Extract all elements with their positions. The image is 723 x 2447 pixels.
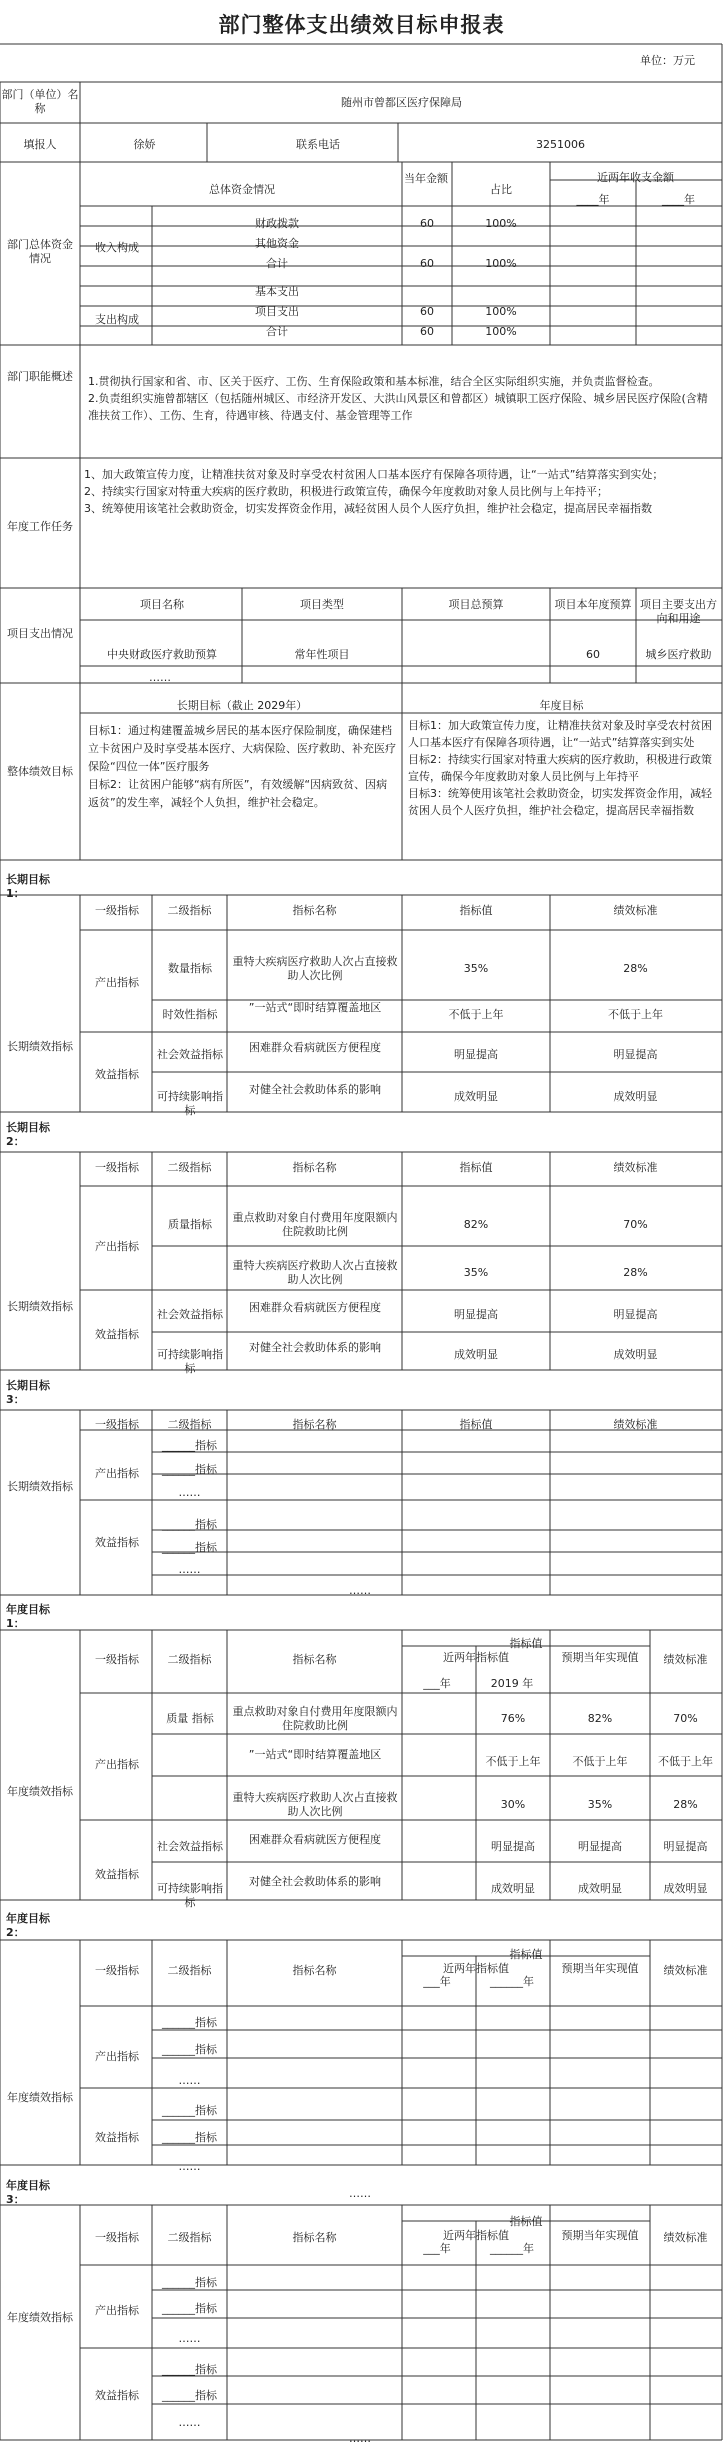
lv1-effect: 效益指标: [95, 1068, 139, 1081]
indicator-name: 困难群众看病就医方便程度: [249, 1833, 381, 1846]
annual-tasks-text: 1、加大政策宣传力度，让精准扶贫对象及时享受农村贫困人口基本医疗有保障各项待遇，让“一站式”结算落实到实处； 2、持续实行国家对特重大疾病的医疗救助，积极进行政策宣传，确保今年度救助对象人员比例与上年持平； 3、统筹使用该笔社会救助资金，切实发挥资金作用，减轻贫困人员个人医疗负担，维护社会稳定，提高居民幸福指数: [84, 468, 664, 515]
lv1-output: 产出指标: [95, 1467, 139, 1480]
indicator-standard: 明显提高: [663, 1840, 708, 1853]
col-header-lv1: 一级指标: [95, 1161, 139, 1174]
col-header-lv1: 一级指标: [95, 2231, 139, 2244]
col-header-lv2: 二级指标: [167, 904, 212, 917]
indicator-expected: 不低于上年: [572, 1755, 628, 1768]
project-label: 项目支出情况: [7, 627, 73, 640]
blank-indicator: ______指标: [162, 2104, 217, 2117]
overview-row-ratio: 100%: [485, 305, 517, 318]
blank-indicator: ______指标: [162, 1439, 217, 1452]
col-header-name: 指标名称: [292, 904, 337, 917]
project-col-header: 项目本年度预算: [554, 598, 632, 611]
indicator-name: 重点救助对象自付费用年度限额内住院救助比例: [232, 1211, 398, 1238]
filler-label: 填报人: [23, 138, 57, 151]
blank-ellipsis: ……: [178, 2332, 201, 2345]
blank-ellipsis: ……: [178, 1486, 201, 1499]
indicator-name: ”一站式“即时结算覆盖地区: [248, 1001, 382, 1014]
project-cell: 常年性项目: [294, 648, 350, 661]
overview-year-blank-2: ____年: [662, 193, 695, 206]
section-heading: 年度目标2：: [6, 1912, 50, 1939]
section-ellipsis: ……: [349, 1584, 371, 1597]
lv1-output: 产出指标: [95, 2050, 139, 2063]
lv2-cell: 时效性指标: [162, 1008, 218, 1021]
year-goal-text: 目标1：加大政策宣传力度，让精准扶贫对象及时享受农村贫困人口基本医疗有保障各项待遇，让“一站式”结算落实到实处 目标2：持续实行国家对特重大疾病的医疗救助，积极进行政策宣传，确保今年度救助对象人员比例与上年持平 目标3：统筹使用该笔社会救助资金，切实发挥资金作用，减轻贫困人员个人医疗负担，维护社会稳定，提高居民幸福指数: [408, 719, 712, 817]
dept-label: 部门（单位）名称: [1, 88, 79, 115]
indicator-year2: 成效明显: [491, 1882, 535, 1895]
phone-value: 3251006: [536, 138, 585, 151]
income-label: 收入构成: [95, 241, 139, 254]
overview-row-name: 财政拨款: [255, 217, 299, 230]
overview-row-amount: 60: [420, 325, 434, 338]
col-header-standard: 绩效标准: [663, 1653, 708, 1666]
project-col-header: 项目类型: [300, 598, 344, 611]
lv2-cell: 可持续影响指标: [157, 1348, 223, 1375]
overview-row-name: 合计: [266, 325, 288, 338]
section-ellipsis: ……: [349, 2432, 371, 2445]
blank-ellipsis: ……: [178, 2160, 201, 2173]
indicator-standard: 28%: [623, 1266, 648, 1279]
project-cell: 城乡医疗救助: [645, 648, 712, 661]
col-header-name: 指标名称: [292, 1161, 337, 1174]
col-header-value: 指标值: [509, 1948, 543, 1961]
indicator-expected: 成效明显: [578, 1882, 622, 1895]
long-perf-label: 长期绩效指标: [7, 1480, 73, 1493]
blank-indicator: ______指标: [162, 1541, 217, 1554]
blank-indicator: ______指标: [162, 2131, 217, 2144]
indicator-name: 困难群众看病就医方便程度: [249, 1301, 381, 1314]
dept-value: 随州市曾都区医疗保障局: [341, 96, 462, 109]
indicator-value: 35%: [463, 1266, 489, 1279]
lv2-cell: 数量指标: [168, 962, 212, 975]
long-perf-label: 长期绩效指标: [7, 1300, 73, 1313]
blank-indicator: ______指标: [162, 2016, 217, 2029]
lv1-effect: 效益指标: [95, 1328, 139, 1341]
overview-row-name: 项目支出: [255, 305, 299, 318]
col-header-name: 指标名称: [292, 1653, 337, 1666]
overview-row-amount: 60: [420, 217, 434, 230]
col-header-recent: 近两年指标值: [443, 1651, 509, 1664]
lv1-output: 产出指标: [95, 976, 139, 989]
indicator-year2: 30%: [500, 1798, 526, 1811]
col-header-expected: 预期当年实现值: [561, 1962, 639, 1975]
blank-ellipsis: ……: [178, 2074, 201, 2087]
overview-row-name: 基本支出: [255, 285, 299, 298]
indicator-name: 困难群众看病就医方便程度: [249, 1041, 381, 1054]
indicator-name: 重特大疾病医疗救助人次占直接救助人次比例: [232, 955, 398, 982]
indicator-year2: 明显提高: [491, 1840, 535, 1853]
col-header-value: 指标值: [459, 1161, 493, 1174]
lv1-output: 产出指标: [95, 2304, 139, 2317]
col-header-name: 指标名称: [292, 1418, 337, 1431]
indicator-value: 明显提高: [454, 1308, 498, 1321]
project-col-header: 项目名称: [140, 598, 184, 611]
indicator-name: 重点救助对象自付费用年度限额内住院救助比例: [232, 1705, 398, 1732]
overview-col-ratio: 占比: [490, 183, 512, 196]
col-header-lv2: 二级指标: [167, 2231, 212, 2244]
col-header-standard: 绩效标准: [663, 2231, 708, 2244]
col-header-value: 指标值: [459, 904, 493, 917]
indicator-standard: 不低于上年: [658, 1755, 713, 1768]
lv1-effect: 效益指标: [95, 2389, 139, 2402]
blank-indicator: ______指标: [162, 1518, 217, 1531]
indicator-standard: 成效明显: [663, 1882, 708, 1895]
year-2019: 2019 年: [490, 1677, 534, 1690]
year-blank: ______年: [490, 2242, 534, 2255]
goals-label: 整体绩效目标: [7, 765, 73, 778]
blank-indicator: ______指标: [162, 2363, 217, 2376]
year-blank: ______年: [490, 1975, 534, 1988]
col-header-standard: 绩效标准: [613, 1418, 658, 1431]
blank-ellipsis: ……: [178, 1563, 201, 1576]
project-col-header: 项目主要支出方向和用途: [640, 598, 717, 625]
lv1-output: 产出指标: [95, 1240, 139, 1253]
project-col-header: 项目总预算: [448, 598, 504, 611]
phone-label: 联系电话: [296, 138, 340, 151]
duties-text: 1.贯彻执行国家和省、市、区关于医疗、工伤、生育保险政策和基本标准，结合全区实际组织实施，并负责监督检查。 2.负责组织实施曾都辖区（包括随州城区、市经济开发区、大洪山风景区和曾都区）城镇职工医疗保险、城乡居民医疗保险(含精准扶贫工作）、工伤、生育，待遇审核、待遇支付、基金管理等工作: [88, 375, 708, 422]
indicator-value: 明显提高: [454, 1048, 498, 1061]
overview-col-item: 总体资金情况: [209, 183, 275, 196]
lv1-effect: 效益指标: [95, 2131, 139, 2144]
indicator-expected: 82%: [587, 1712, 613, 1725]
indicator-standard: 成效明显: [613, 1090, 658, 1103]
indicator-value: 82%: [463, 1218, 489, 1231]
col-header-standard: 绩效标准: [613, 1161, 658, 1174]
filler-value: 徐娇: [133, 138, 156, 151]
long-goal-text: 目标1：通过构建覆盖城乡居民的基本医疗保险制度，确保建档立卡贫困户及时享受基本医疗、大病保险、医疗救助、补充医疗保险“四位一体”医疗服务 目标2：让贫困户能够“病有所医”，有效缓解“因病致贫、因病返贫”的发生率，减轻个人负担，维护社会稳定。: [88, 724, 396, 809]
indicator-standard: 不低于上年: [608, 1008, 663, 1021]
blank-indicator: ______指标: [162, 1463, 217, 1476]
lv2-cell: 质量指标: [168, 1218, 212, 1231]
annual-tasks-label: 年度工作任务: [7, 520, 73, 533]
col-header-lv1: 一级指标: [95, 1964, 139, 1977]
year-perf-label: 年度绩效指标: [7, 2091, 73, 2104]
page-title: 部门整体支出绩效目标申报表: [218, 13, 505, 37]
overview-row-name: 合计: [266, 257, 288, 270]
indicator-year2: 76%: [500, 1712, 526, 1725]
year-blank: ___年: [423, 1975, 451, 1988]
blank-indicator: ______指标: [162, 2389, 217, 2402]
col-header-lv1: 一级指标: [95, 1418, 139, 1431]
lv1-output: 产出指标: [95, 1758, 139, 1771]
long-perf-label: 长期绩效指标: [7, 1040, 73, 1053]
overview-row-amount: 60: [420, 257, 434, 270]
project-more-ellipsis: ……: [149, 671, 171, 684]
overview-row-ratio: 100%: [485, 257, 517, 270]
col-header-recent: 近两年指标值: [443, 1962, 509, 1975]
duties-label: 部门职能概述: [7, 370, 73, 383]
blank-ellipsis: ……: [178, 2416, 201, 2429]
indicator-name: 对健全社会救助体系的影响: [249, 1875, 381, 1888]
lv2-cell: 社会效益指标: [157, 1308, 223, 1321]
lv2-cell: 社会效益指标: [157, 1048, 223, 1061]
project-cell: 60: [586, 648, 600, 661]
indicator-standard: 70%: [673, 1712, 698, 1725]
blank-indicator: ______指标: [162, 2043, 217, 2056]
blank-indicator: ______指标: [162, 2276, 217, 2289]
indicator-standard: 28%: [623, 962, 648, 975]
overview-label: 部门总体资金情况: [7, 238, 73, 265]
section-heading: 年度目标3：: [6, 2179, 50, 2206]
col-header-expected: 预期当年实现值: [561, 2229, 639, 2242]
col-header-value: 指标值: [459, 1418, 493, 1431]
indicator-expected: 明显提高: [578, 1840, 622, 1853]
col-header-lv1: 一级指标: [95, 904, 139, 917]
year-perf-label: 年度绩效指标: [7, 2311, 73, 2324]
overview-row-ratio: 100%: [485, 325, 517, 338]
lv2-cell: 质量 指标: [166, 1712, 214, 1725]
lv2-cell: 可持续影响指标: [157, 1090, 223, 1117]
year-blank: ___年: [423, 2242, 451, 2255]
overview-year-blank-1: ____年: [576, 193, 610, 206]
col-header-expected: 预期当年实现值: [561, 1651, 639, 1664]
indicator-name: 对健全社会救助体系的影响: [249, 1083, 381, 1096]
indicator-standard: 70%: [623, 1218, 648, 1231]
indicator-expected: 35%: [587, 1798, 613, 1811]
indicator-value: 成效明显: [454, 1090, 498, 1103]
section-heading: 长期目标2：: [6, 1121, 50, 1148]
long-goal-head: 长期目标（截止 2029年）: [176, 699, 308, 712]
overview-row-ratio: 100%: [485, 217, 517, 230]
section-heading: 长期目标1：: [6, 873, 50, 900]
lv2-cell: 可持续影响指标: [157, 1882, 223, 1909]
indicator-standard: 成效明显: [613, 1348, 658, 1361]
indicator-name: 对健全社会救助体系的影响: [249, 1341, 381, 1354]
indicator-name: 重特大疾病医疗救助人次占直接救助人次比例: [232, 1791, 398, 1818]
indicator-value: 成效明显: [454, 1348, 498, 1361]
section-ellipsis: ……: [349, 2187, 371, 2200]
col-header-value: 指标值: [509, 2215, 543, 2228]
blank-indicator: ______指标: [162, 2302, 217, 2315]
overview-col-recent: 近两年收支金额: [597, 171, 674, 184]
col-header-lv2: 二级指标: [167, 1653, 212, 1666]
indicator-standard: 28%: [673, 1798, 698, 1811]
col-header-name: 指标名称: [292, 2231, 337, 2244]
lv1-effect: 效益指标: [95, 1536, 139, 1549]
overview-row-amount: 60: [420, 305, 434, 318]
col-header-lv2: 二级指标: [167, 1161, 212, 1174]
section-heading: 长期目标3：: [6, 1379, 50, 1406]
col-header-name: 指标名称: [292, 1964, 337, 1977]
col-header-standard: 绩效标准: [613, 904, 658, 917]
overview-row-name: 其他资金: [255, 237, 299, 250]
lv2-cell: 社会效益指标: [157, 1840, 223, 1853]
col-header-standard: 绩效标准: [663, 1964, 708, 1977]
col-header-lv2: 二级指标: [167, 1964, 212, 1977]
lv1-effect: 效益指标: [95, 1868, 139, 1881]
indicator-value: 35%: [463, 962, 489, 975]
project-cell: 中央财政医疗救助预算: [107, 648, 217, 661]
indicator-standard: 明显提高: [613, 1048, 658, 1061]
year-perf-label: 年度绩效指标: [7, 1785, 73, 1798]
col-header-recent: 近两年指标值: [443, 2229, 509, 2242]
unit-label: 单位：万元: [640, 54, 695, 67]
indicator-standard: 明显提高: [613, 1308, 658, 1321]
indicator-value: 不低于上年: [448, 1008, 504, 1021]
section-heading: 年度目标1：: [6, 1603, 50, 1630]
indicator-year2: 不低于上年: [485, 1755, 541, 1768]
overview-col-amount: 当年金额: [404, 172, 448, 185]
indicator-name: ”一站式“即时结算覆盖地区: [248, 1748, 382, 1761]
year-blank: ___年: [423, 1677, 451, 1690]
expend-label: 支出构成: [95, 313, 139, 326]
col-header-lv2: 二级指标: [167, 1418, 212, 1431]
col-header-lv1: 一级指标: [95, 1653, 139, 1666]
col-header-value: 指标值: [509, 1637, 543, 1650]
year-goal-head: 年度目标: [539, 699, 584, 712]
indicator-name: 重特大疾病医疗救助人次占直接救助人次比例: [232, 1259, 398, 1286]
